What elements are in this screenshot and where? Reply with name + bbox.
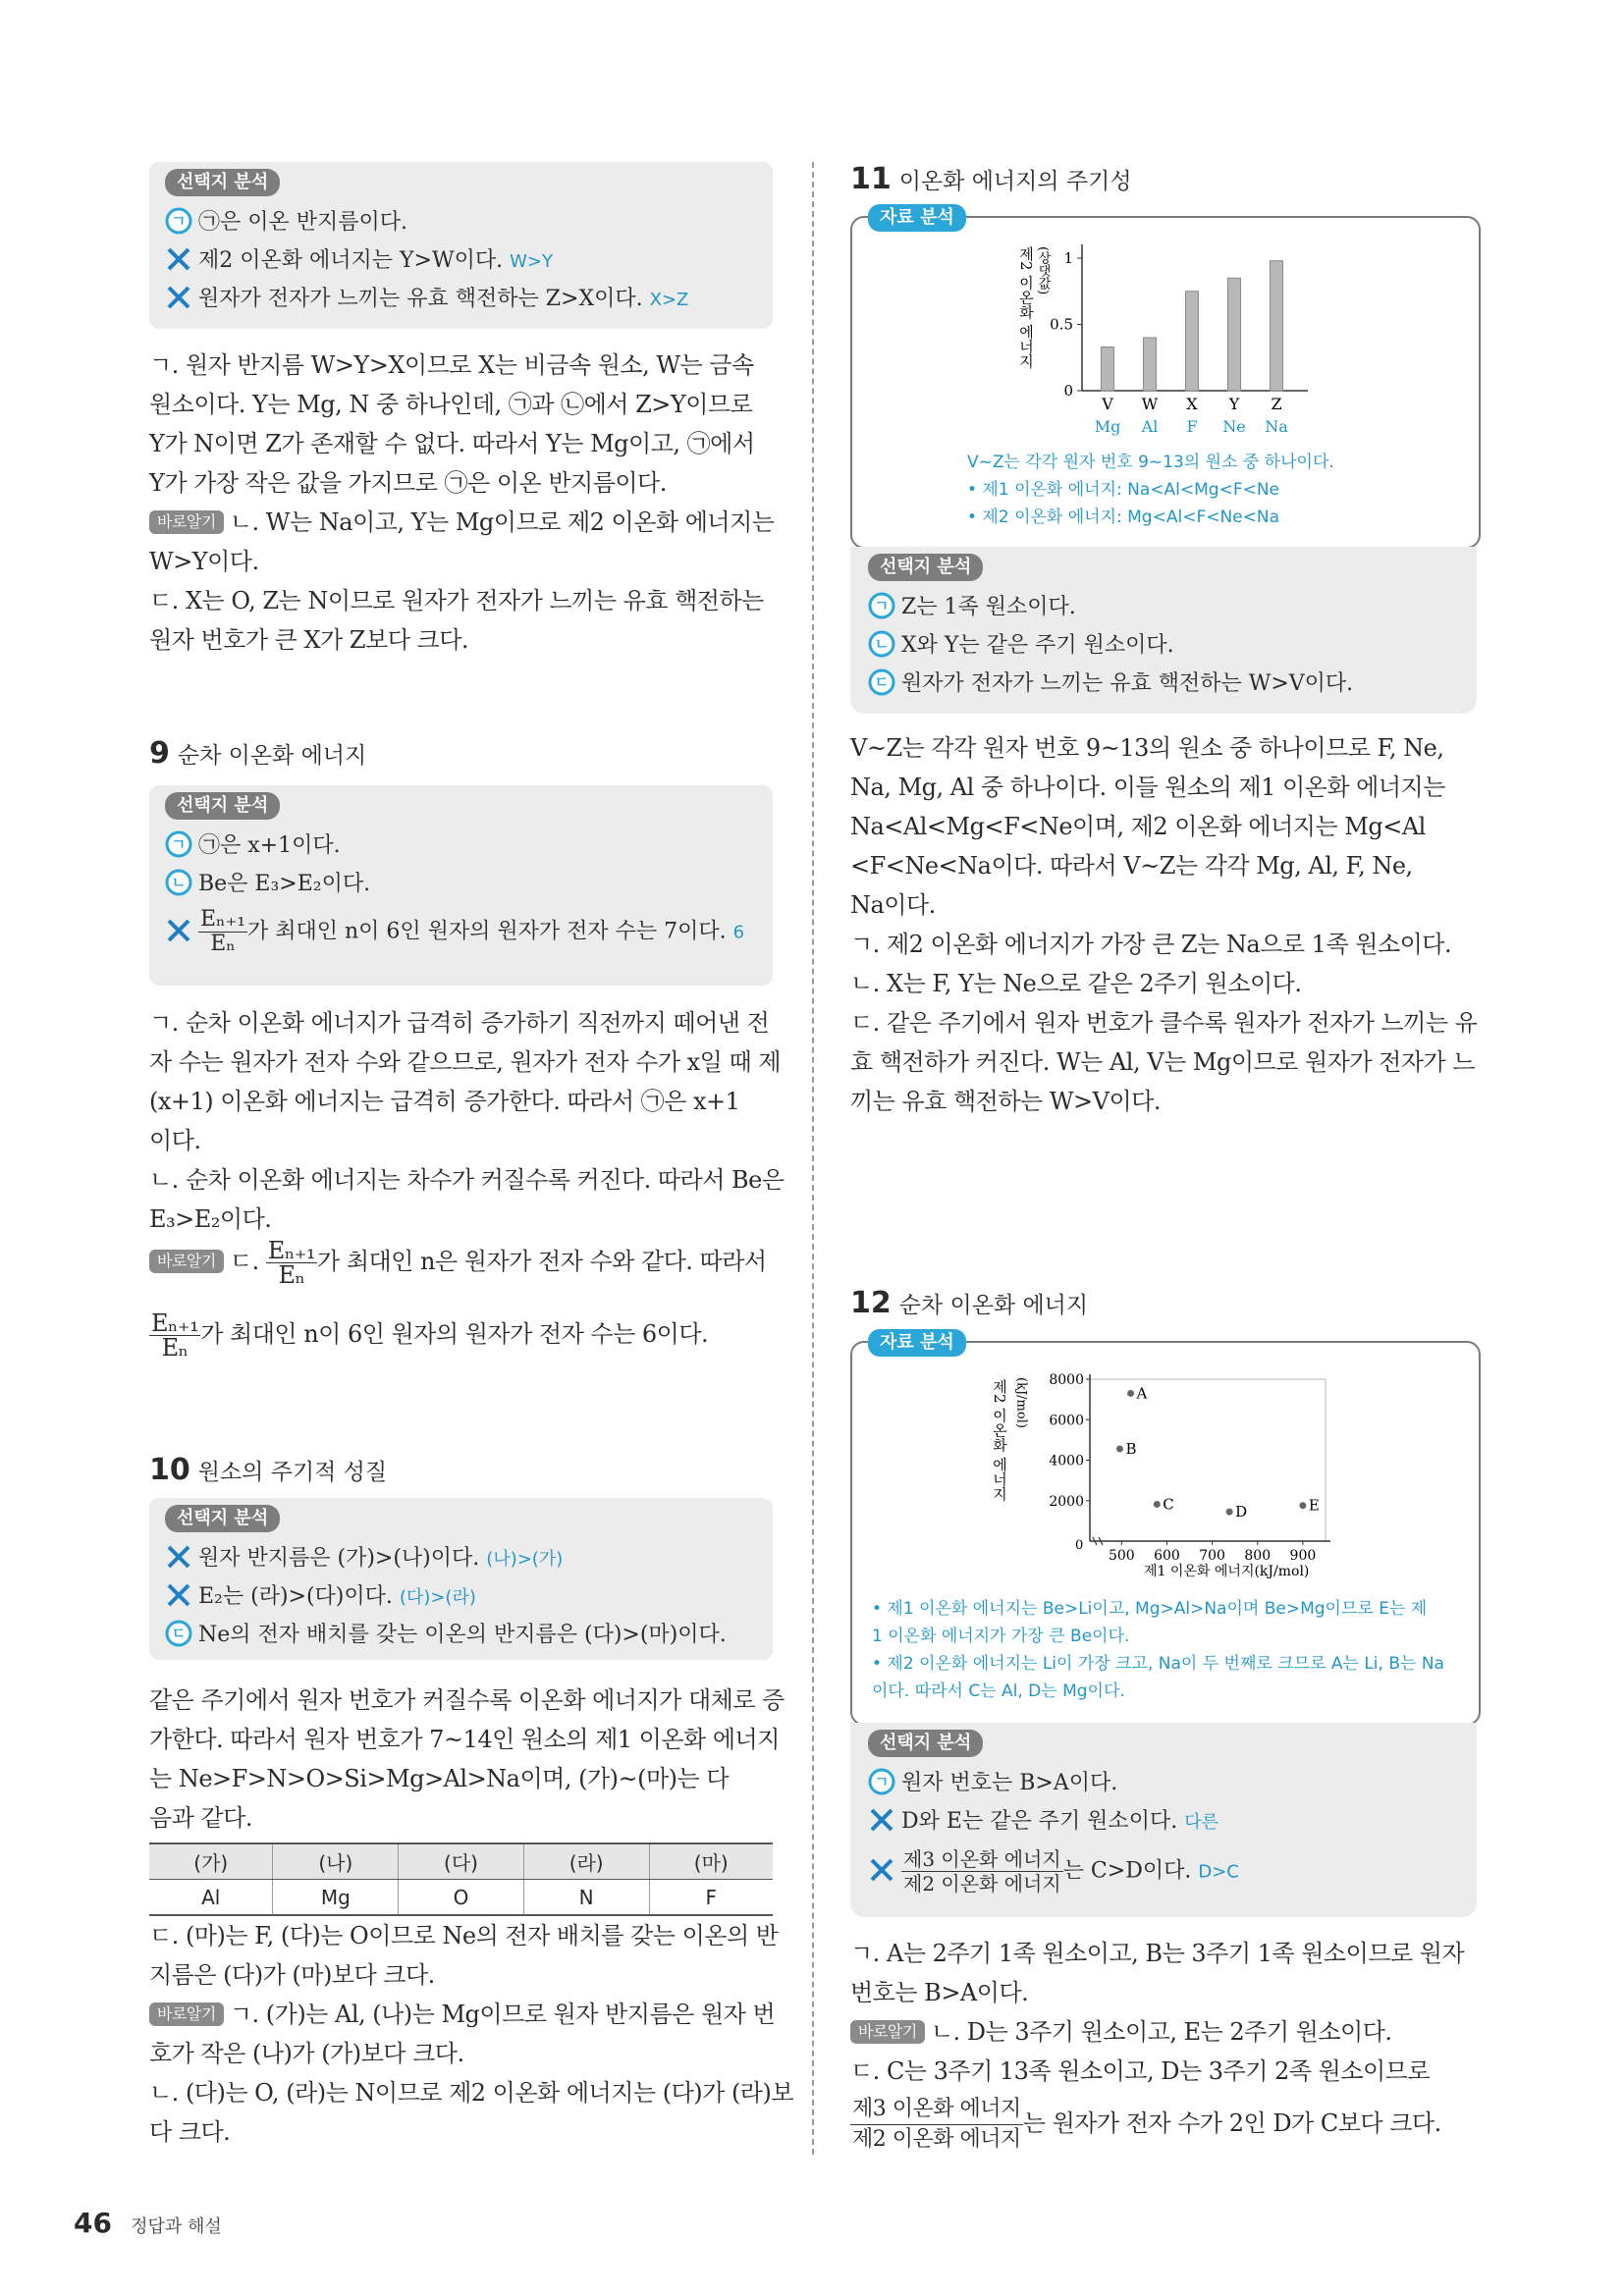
q9-choice-3: $\frac{\text{Eₙ₊₁}}{\text{Eₙ}}$ 가 최대인 n이 6인 원자의 원자가 전자 수는 7이다. 6 xyxy=(165,908,744,956)
point-label: E xyxy=(1308,1496,1320,1515)
table-cell: O xyxy=(399,1880,524,1916)
q12-choice-badge: 선택지 분석 xyxy=(868,1730,983,1757)
x-tick-label: V xyxy=(1102,395,1113,413)
q12-choice-1: ㄱ 원자 번호는 B>A이다. xyxy=(868,1768,1117,1798)
point-B xyxy=(1116,1445,1123,1452)
y-tick-label: 0.5 xyxy=(1050,315,1073,334)
element-labels xyxy=(1095,417,1289,436)
point-label: C xyxy=(1163,1495,1174,1514)
point-label: B xyxy=(1125,1439,1137,1458)
q9-correction-line1: 바로알기 ㄷ. $\frac{\text{Eₙ₊₁}}{\text{Eₙ}}$ 가 최대인 n은 원자가 전자 수와 같다. 따라서 xyxy=(149,1239,767,1287)
q10-after-table: ㄷ. (마)는 F, (다)는 O이므로 Ne의 전자 배치를 갖는 이온의 반 지름은 (다)가 (마)보다 크다. 바로알기 ㄱ. (가)는 Al, (나)는 Mg이므로 원자 반지름은 원자 번 호가 작은 (나)가 (가)보다 크다. ㄴ. (다)는 O, (라)는 N이므로 제2 이온화 에너지는 (다)가 (라)보 다 크다. xyxy=(149,1922,794,2146)
q10-heading: 10 원소의 주기적 성질 xyxy=(149,1453,388,1487)
y-tick-label: 2000 xyxy=(1049,1493,1084,1510)
x-axis-labels xyxy=(1101,395,1281,413)
y-axis-label: 제2 이온화 에너지 xyxy=(1017,246,1035,369)
q12-last-fraction: $\frac{\text{제3 이온화 에너지}}{\text{제2 이온화 에너지}}$ xyxy=(852,2097,1021,2152)
correct-circle-icon xyxy=(165,869,192,896)
bar-W xyxy=(1144,338,1157,391)
y-tick-label: 4000 xyxy=(1049,1453,1084,1469)
q8-explanation: ㄱ. 원자 반지름 W>Y>X이므로 X는 비금속 원소, W는 금속 원소이다. Y는 Mg, N 중 하나인데, ㉠과 ㉡에서 Z>Y이므로 Y가 N이면 Z가 존재할 수 없다. 따라서 Y는 Mg이고, ㉠에서 Y가 가장 작은 값을 가지므로 ㉠은 이온 반지름이다. 바로알기 ㄴ. W는 Na이고, Y는 Mg이므로 제2 이온화 에너지는 W>Y이다. ㄷ. X는 O, Z는 N이므로 원자가 전자가 느끼는 유효 핵전하는 원자 번호가 큰 X가 Z보다 크다. xyxy=(149,351,775,654)
q9-fraction: $\frac{\text{Eₙ₊₁}}{\text{Eₙ}}$ xyxy=(200,907,246,956)
q11-bar-chart xyxy=(992,239,1326,445)
q11-data-badge: 자료 분석 xyxy=(868,204,966,232)
wrong-x-icon xyxy=(165,245,192,273)
svg-text:ㄱ: ㄱ xyxy=(874,597,890,614)
svg-text:ㄷ: ㄷ xyxy=(874,673,890,691)
q10-choice-2-note: (다)>(라) xyxy=(399,1587,476,1608)
table-header: (다) xyxy=(399,1843,524,1880)
svg-text:ㄷ: ㄷ xyxy=(171,1625,187,1642)
q9-choice-1: ㄱ ㉠은 x+1이다. xyxy=(165,830,341,861)
x-tick-label: W xyxy=(1141,395,1159,413)
q9-choice-2: ㄴ Be은 E₃>E₂이다. xyxy=(165,869,370,899)
x-tick-label: 500 xyxy=(1108,1548,1135,1564)
correction-tag: 바로알기 xyxy=(149,1250,224,1273)
correct-circle-icon xyxy=(165,207,192,235)
q12-fraction: $\frac{\text{제3 이온화 에너지}}{\text{제2 이온화 에너지}}$ xyxy=(903,1847,1061,1896)
svg-text:ㄱ: ㄱ xyxy=(171,835,187,853)
q9-correction-fraction-1: $\frac{\text{Eₙ₊₁}}{\text{Eₙ}}$ xyxy=(267,1237,315,1289)
correction-tag: 바로알기 xyxy=(850,2020,925,2044)
y-axis-label: 제2 이온화 에너지 xyxy=(991,1379,1008,1502)
table-header: (가) xyxy=(149,1843,273,1880)
x-tick-label: X xyxy=(1186,395,1198,413)
q11-choice-2: ㄴ X와 Y는 같은 주기 원소이다. xyxy=(868,630,1174,661)
table-header: (마) xyxy=(649,1843,773,1880)
element-label: Al xyxy=(1141,417,1159,436)
q12-choice-2: D와 E는 같은 주기 원소이다. 다른 xyxy=(868,1806,1218,1838)
y-tick-label: 0 xyxy=(1063,382,1073,400)
wrong-x-icon xyxy=(165,917,192,944)
y-tick-label: 6000 xyxy=(1049,1413,1084,1429)
x-tick-label: Z xyxy=(1271,395,1282,413)
point-D xyxy=(1226,1509,1233,1516)
q9-choice-3-note: 6 xyxy=(732,922,745,943)
plot-frame xyxy=(1090,1379,1326,1541)
correction-tag: 바로알기 xyxy=(149,2002,224,2026)
svg-text:ㄴ: ㄴ xyxy=(874,635,890,653)
q9-correction-line2: $\frac{\text{Eₙ₊₁}}{\text{Eₙ}}$ 가 최대인 n이 6인 원자의 원자가 전자 수는 6이다. xyxy=(151,1309,709,1362)
q8-choice-3: 원자가 전자가 느끼는 유효 핵전하는 Z>X이다. X>Z xyxy=(165,284,688,315)
q10-choice-2: E₂는 (라)>(다)이다. (다)>(라) xyxy=(165,1581,476,1613)
q11-choice-badge: 선택지 분석 xyxy=(868,554,983,581)
point-C xyxy=(1154,1501,1161,1508)
wrong-x-icon xyxy=(868,1856,895,1884)
q10-explanation: 같은 주기에서 원자 번호가 커질수록 이온화 에너지가 대체로 증 가한다. 따라서 원자 번호가 7~14인 원소의 제1 이온화 에너지 는 Ne>F>N>O>Si>Mg>Al>Na이며, (가)~(마)는 다 음과 같다. xyxy=(149,1686,785,1832)
q8-choice-1: ㄱ ㉠은 이온 반지름이다. xyxy=(165,207,407,238)
element-label: Na xyxy=(1265,417,1288,436)
table-cell: Al xyxy=(149,1880,273,1916)
svg-text:ㄴ: ㄴ xyxy=(171,874,187,891)
q11-explanation: V~Z는 각각 원자 번호 9~13의 원소 중 하나이므로 F, Ne, Na, Mg, Al 중 하나이다. 이들 원소의 제1 이온화 에너지는 Na<Al<Mg<F<Ne이며, 제2 이온화 에너지는 Mg<Al <F<Ne<Na이다. 따라서 V~Z는 각각 Mg, Al, F, Ne, Na이다. ㄱ. 제2 이온화 에너지가 가장 큰 Z는 Na으로 1족 원소이다. ㄴ. X는 F, Y는 Ne으로 같은 2주기 원소이다. ㄷ. 같은 주기에서 원자 번호가 클수록 원자가 전자가 느끼는 유 효 핵전하가 커진다. W는 Al, V는 Mg이므로 원자가 전자가 느 끼는 유효 핵전하는 W>V이다. xyxy=(850,734,1478,1115)
x-axis-ticks xyxy=(1109,1541,1316,1564)
q8-choice-3-note: X>Z xyxy=(649,290,689,310)
point-A xyxy=(1127,1390,1134,1397)
wrong-x-icon xyxy=(165,284,192,311)
footer-label: 정답과 해설 xyxy=(131,2216,222,2237)
correct-circle-icon xyxy=(165,1620,192,1647)
q9-explanation: ㄱ. 순차 이온화 에너지가 급격히 증가하기 직전까지 떼어낸 전 자 수는 원자가 전자 수와 같으므로, 원자가 전자 수가 x일 때 제 (x+1) 이온화 에너지는 급격히 증가한다. 따라서 ㉠은 x+1 이다. ㄴ. 순차 이온화 에너지는 차수가 커질수록 커진다. 따라서 Be은 E₃>E₂이다. xyxy=(149,1009,785,1233)
x-tick-label: 900 xyxy=(1289,1548,1317,1564)
data-points xyxy=(1116,1384,1320,1521)
q12-explanation: ㄱ. A는 2주기 1족 원소이고, B는 3주기 1족 원소이므로 원자 번호는 B>A이다. 바로알기 ㄴ. D는 3주기 원소이고, E는 2주기 원소이다. ㄷ. C는 3주기 13족 원소이고, D는 3주기 2족 원소이므로 xyxy=(850,1940,1465,2085)
table-header: (라) xyxy=(523,1843,649,1880)
bar-V xyxy=(1102,347,1114,391)
page-footer xyxy=(74,2207,222,2239)
table-cell: F xyxy=(649,1880,773,1916)
element-label: Mg xyxy=(1094,417,1121,436)
column-divider xyxy=(812,162,814,2155)
q12-chart-notes: • 제1 이온화 에너지는 Be>Li이고, Mg>Al>Na이며 Be>Mg이므로 E는 제 1 이온화 에너지가 가장 큰 Be이다. • 제2 이온화 에너지는 Li이 가장 크고, Na이 두 번째로 크므로 A는 Li, B는 Na 이다. 따라서 C는 Al, D는 Mg이다. xyxy=(872,1599,1444,1701)
page-number: 46 xyxy=(74,2207,112,2239)
q8-choice-2-note: W>Y xyxy=(510,251,553,272)
bar-Y xyxy=(1228,278,1241,391)
q10-choice-1-note: (나)>(가) xyxy=(486,1549,564,1570)
wrong-x-icon xyxy=(165,1543,192,1571)
q12-choice-3: $\frac{\text{제3 이온화 에너지}}{\text{제2 이온화 에너지}}$ 는 C>D이다. D>C xyxy=(868,1847,1239,1896)
q12-choice-2-note: 다른 xyxy=(1184,1812,1218,1833)
svg-text:ㄱ: ㄱ xyxy=(874,1773,890,1790)
origin-tick: 0 xyxy=(1075,1538,1084,1553)
bars xyxy=(1102,261,1283,391)
q12-last-line: $\frac{\text{제3 이온화 에너지}}{\text{제2 이온화 에너지}}$ 는 원자가 전자 수가 2인 D가 C보다 크다. xyxy=(850,2095,1441,2155)
y-tick-label: 1 xyxy=(1063,249,1073,267)
y-axis-label-unit: (kJ/mol) xyxy=(1013,1377,1029,1428)
correct-circle-icon xyxy=(868,668,895,696)
y-axis-ticks xyxy=(1050,249,1082,400)
q8-choice-badge: 선택지 분석 xyxy=(165,169,280,196)
correction-tag: 바로알기 xyxy=(149,510,224,534)
table-header: (나) xyxy=(273,1843,399,1880)
element-label: F xyxy=(1186,417,1198,436)
correct-circle-icon xyxy=(868,630,895,658)
correct-circle-icon xyxy=(868,1768,895,1795)
y-axis-ticks xyxy=(1049,1372,1090,1510)
correct-circle-icon xyxy=(868,592,895,619)
q9-choice-badge: 선택지 분석 xyxy=(165,792,280,820)
x-tick-label: 700 xyxy=(1199,1548,1225,1564)
q8-choice-2: 제2 이온화 에너지는 Y>W이다. W>Y xyxy=(165,245,553,277)
point-E xyxy=(1299,1502,1306,1509)
q11-heading: 11 이온화 에너지의 주기성 xyxy=(850,162,1132,196)
wrong-x-icon xyxy=(165,1581,192,1609)
q10-element-table xyxy=(149,1842,773,1916)
x-tick-label: Y xyxy=(1228,395,1240,413)
bar-Z xyxy=(1271,261,1283,391)
q11-choice-1: ㄱ Z는 1족 원소이다. xyxy=(868,592,1076,622)
table-header-row xyxy=(149,1843,773,1880)
correct-circle-icon xyxy=(165,830,192,858)
q9-correction-fraction-2: $\frac{\text{Eₙ₊₁}}{\text{Eₙ}}$ xyxy=(151,1309,199,1362)
q10-choice-1: 원자 반지름은 (가)>(나)이다. (나)>(가) xyxy=(165,1543,563,1575)
point-label: D xyxy=(1235,1503,1248,1522)
q11-chart-notes: V~Z는 각각 원자 번호 9~13의 원소 중 하나이다. • 제1 이온화 에너지: Na<Al<Mg<F<Ne • 제2 이온화 에너지: Mg<Al<F<Ne<Na xyxy=(967,453,1334,527)
y-axis-label-unit: (상댓값) xyxy=(1035,246,1051,295)
q9-heading: 9 순차 이온화 에너지 xyxy=(149,736,367,771)
bar-X xyxy=(1186,292,1199,391)
element-label: Ne xyxy=(1222,417,1246,436)
point-label: A xyxy=(1136,1384,1148,1403)
q12-choice-3-note: D>C xyxy=(1198,1861,1239,1883)
q10-choice-3: ㄷ Ne의 전자 배치를 갖는 이온의 반지름은 (다)>(마)이다. xyxy=(165,1620,727,1650)
x-tick-label: 800 xyxy=(1244,1548,1272,1564)
table-row xyxy=(149,1880,773,1916)
x-tick-label: 600 xyxy=(1154,1548,1180,1564)
q12-scatter-chart xyxy=(982,1369,1355,1585)
q11-choice-3: ㄷ 원자가 전자가 느끼는 유효 핵전하는 W>V이다. xyxy=(868,668,1353,699)
q12-heading: 12 순차 이온화 에너지 xyxy=(850,1286,1089,1320)
svg-text:ㄱ: ㄱ xyxy=(171,212,187,230)
table-cell: Mg xyxy=(273,1880,399,1916)
wrong-x-icon xyxy=(868,1806,895,1834)
q10-choice-badge: 선택지 분석 xyxy=(165,1505,280,1532)
y-tick-label: 8000 xyxy=(1049,1372,1084,1388)
table-cell: N xyxy=(523,1880,649,1916)
q12-data-badge: 자료 분석 xyxy=(868,1329,966,1357)
x-axis-label: 제1 이온화 에너지(kJ/mol) xyxy=(1144,1564,1310,1579)
